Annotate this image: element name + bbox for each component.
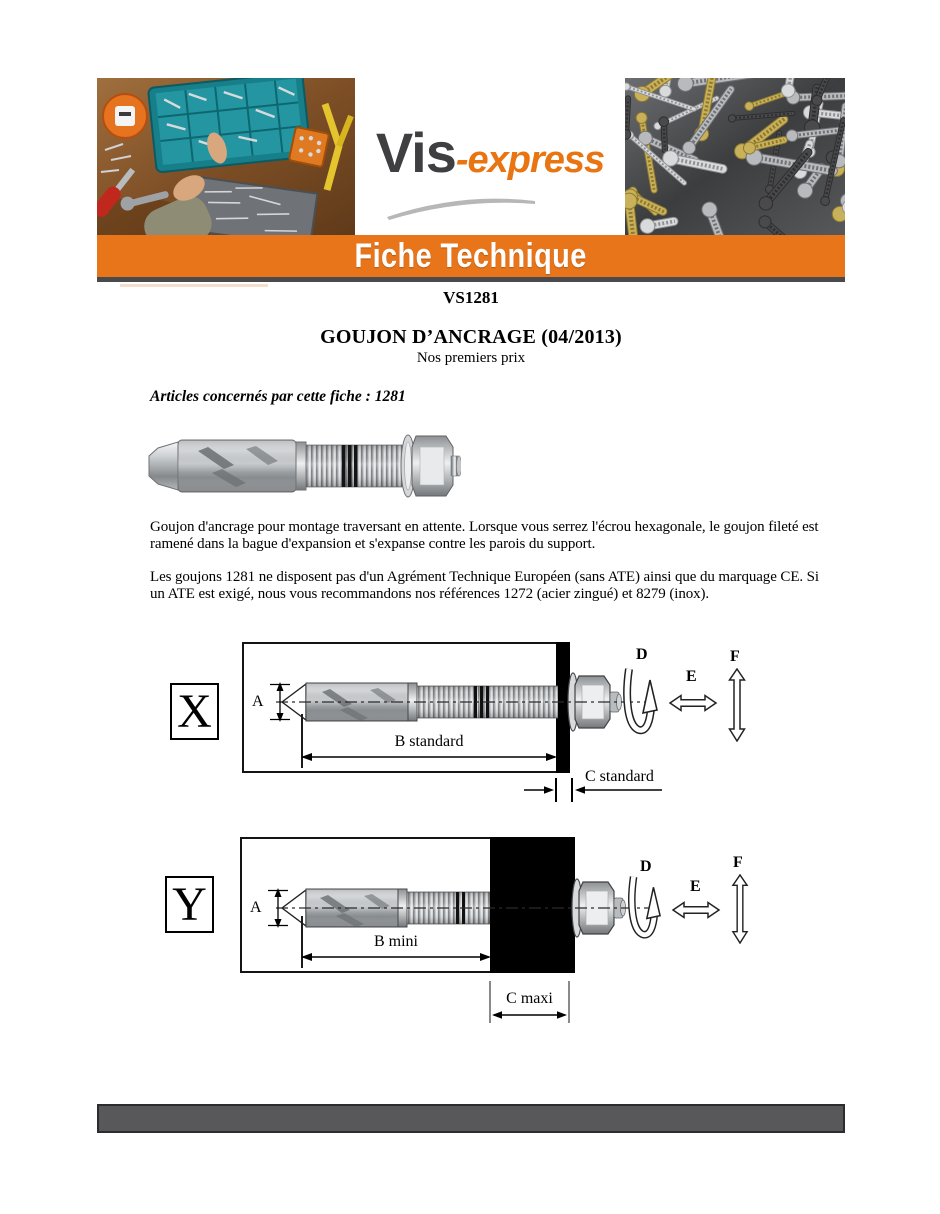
diagram-x-dim-c-tick-left [555,778,557,802]
diagram-x-label: X [177,684,212,738]
diagram-y-dim-a-label: A [250,899,262,916]
diagram-x-dim-c-label: C standard [585,768,654,785]
diagram-x-dim-d-label: D [636,646,648,663]
diagram-x-dim-b-label: B standard [394,733,464,750]
diagram-x-dim-e-label: E [686,668,697,685]
diagram-y-dim-f-label: F [733,854,743,871]
diagram-y-torque-arrow [626,874,662,944]
diagram-y-dim-a-arrow [266,888,290,928]
diagram-x-dim-c-tick-right [571,778,573,802]
footer-bar [97,1104,845,1133]
paragraph-2: Les goujons 1281 ne disposent pas d'un Agrément Technique Européen (sans ATE) ainsi que du marquage CE. Si un ATE est exigé, nous vous recommandons nos références 1272 (acier zingué) et 8279 (inox). [150,569,819,602]
diagram-x-torque-arrow [622,666,658,740]
diagram-x-dim-a-label: A [252,693,264,710]
diagram-x-dim-b-arrow [300,750,558,764]
product-image-anchor [146,421,461,511]
diagram-y-centerline [276,903,650,913]
diagram-y-label: Y [172,877,207,931]
articles-note: Articles concernés par cette fiche : 1281 [150,388,406,405]
diagram-y-dim-b-label: B mini [373,933,418,950]
scan-artifact-line [120,284,268,287]
brand-logo [355,78,625,235]
diagram-y-dim-c-label: C maxi [506,990,553,1007]
brand-name-secondary: -express [455,139,605,181]
divider-rule [97,277,845,282]
diagram-x-dim-f-label: F [730,648,740,665]
diagram-y-dim-f-arrow [731,874,749,944]
diagram-y-dim-c-arrow [491,1008,568,1022]
diagram-y-dim-b-arrow [300,950,492,964]
diagram-x-dim-c-arrow-left [524,783,554,797]
diagram-y-dim-e-label: E [690,878,701,895]
diagram-y-dim-e-arrow [671,900,721,920]
diagram-x-label-box [170,683,219,740]
diagram-y-dim-d-label: D [640,858,652,875]
diagram-x-dim-e-arrow [668,693,718,713]
header-photo-workbench [97,78,355,235]
diagram-x-centerline [276,697,648,707]
paragraph-1: Goujon d'ancrage pour montage traversant en attente. Lorsque vous serrez l'écrou hexagonale, le goujon fileté est ramené dans la bague d'expansion et s'expanse contre les parois du support. [150,519,819,552]
diagram-y-label-box [165,876,214,933]
banner [97,235,845,277]
banner-title: Fiche Technique [354,236,588,275]
diagram-x-dim-f-arrow [728,668,746,742]
doc-subtitle: Nos premiers prix [416,350,526,366]
diagram-x-dim-a-arrow [268,682,292,722]
brand-swoosh [383,194,543,220]
brand-name-primary: Vis [375,121,456,184]
doc-reference: VS1281 [443,288,499,307]
doc-title: GOUJON D’ANCRAGE (04/2013) [320,326,622,348]
header-photo-screw-pile [625,78,845,235]
